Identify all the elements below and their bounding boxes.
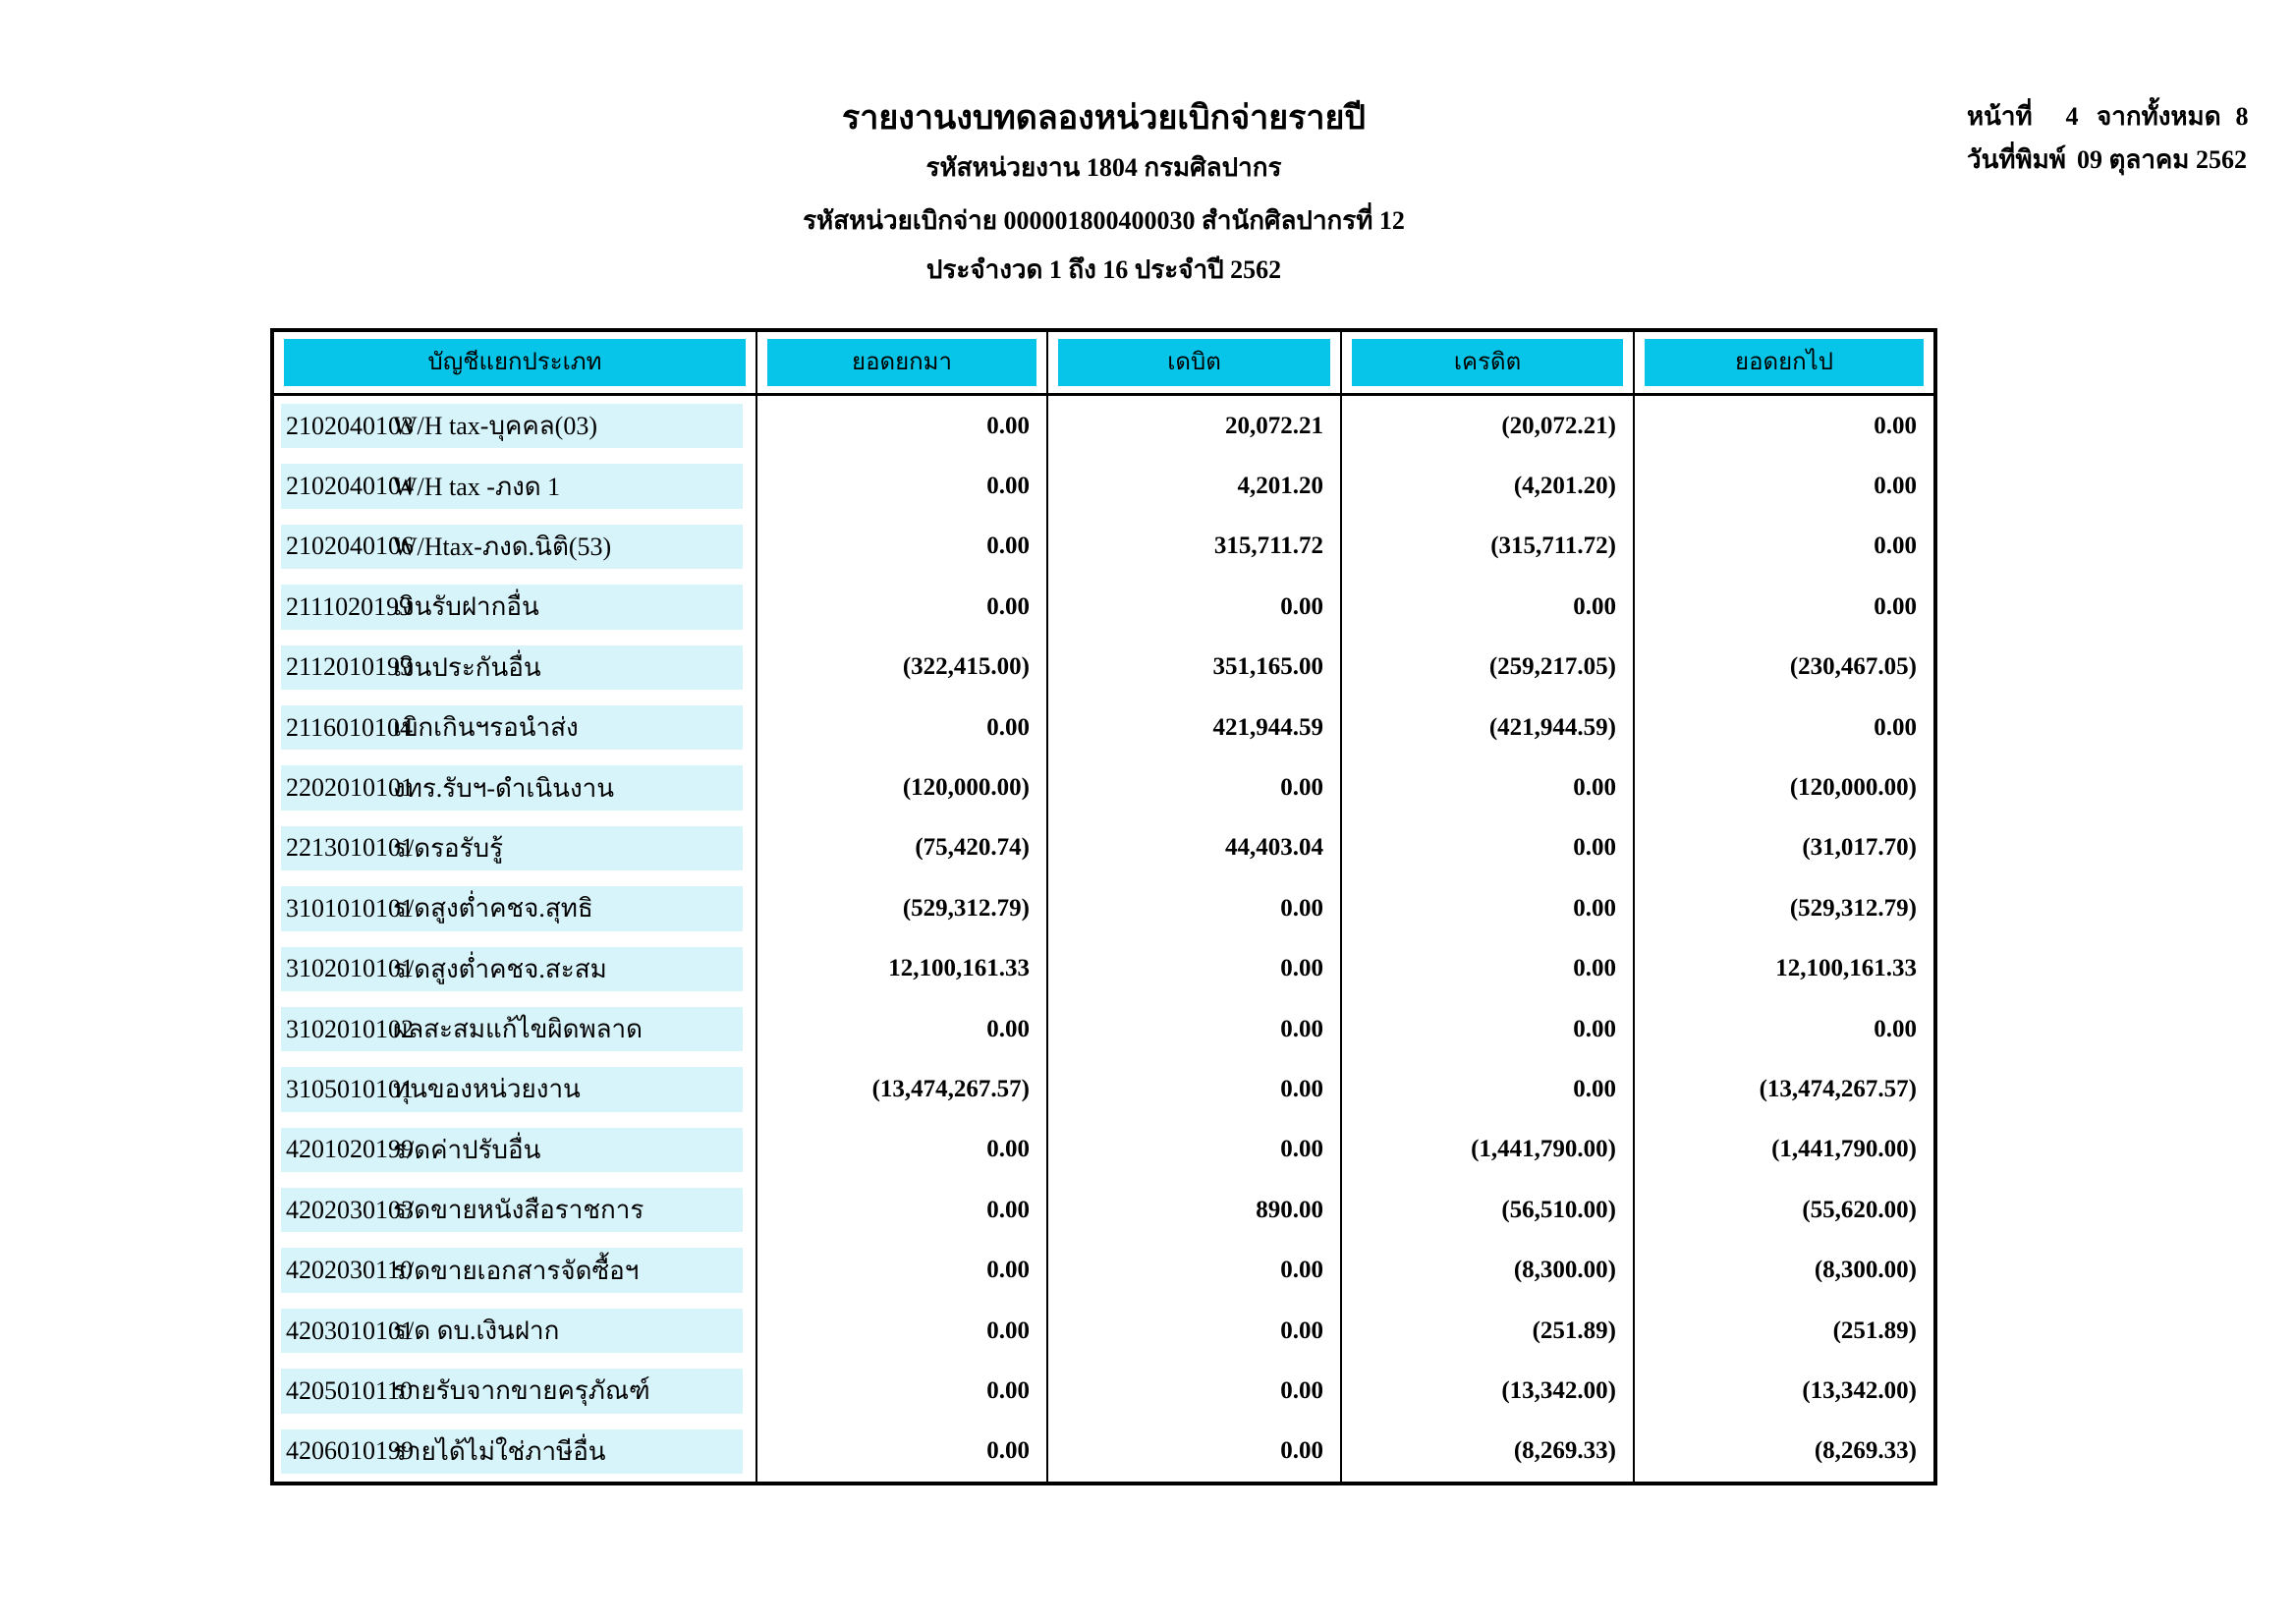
account-name: ร/ดค่าปรับอื่น <box>393 1135 541 1164</box>
page-number-row <box>1967 102 2262 132</box>
carry-over-cell: (8,269.33) <box>1633 1422 1933 1482</box>
account-name: ร/ดสูงต่ำคชจ.สุทธิ <box>393 894 593 924</box>
print-date: 09 ตุลาคม 2562 <box>2077 145 2247 174</box>
carry-over-cell: (251.89) <box>1633 1301 1933 1361</box>
page-info <box>1967 102 2262 175</box>
trial-balance-table <box>270 328 1937 1485</box>
account-cell <box>274 698 756 757</box>
account-cell <box>274 638 756 698</box>
carry-over-cell: 0.00 <box>1633 396 1933 456</box>
account-highlight-band <box>281 585 743 629</box>
credit-cell: (259,217.05) <box>1340 638 1633 698</box>
account-highlight-band <box>281 464 743 508</box>
carry-over-cell: 12,100,161.33 <box>1633 939 1933 999</box>
account-name: เบิกเกินฯรอนำส่ง <box>393 713 579 743</box>
carry-forward-cell: (120,000.00) <box>756 757 1046 817</box>
credit-cell: (8,300.00) <box>1340 1240 1633 1300</box>
account-name: งทร.รับฯ-ดำเนินงาน <box>393 773 615 803</box>
account-highlight-band <box>281 1067 743 1111</box>
credit-cell: (20,072.21) <box>1340 396 1633 456</box>
account-cell <box>274 456 756 516</box>
credit-cell: (421,944.59) <box>1340 698 1633 757</box>
debit-cell: 0.00 <box>1046 1422 1340 1482</box>
account-cell <box>274 999 756 1059</box>
carry-forward-cell: (13,474,267.57) <box>756 1059 1046 1119</box>
account-highlight-band <box>281 525 743 569</box>
credit-cell: (1,441,790.00) <box>1340 1120 1633 1180</box>
account-code: 2213010101 <box>286 833 414 863</box>
debit-cell: 0.00 <box>1046 1120 1340 1180</box>
debit-cell: 0.00 <box>1046 1361 1340 1421</box>
header-cell-debit <box>1046 332 1340 393</box>
account-highlight-band <box>281 1369 743 1413</box>
carry-over-cell: 0.00 <box>1633 517 1933 577</box>
account-highlight-band <box>281 1429 743 1474</box>
account-highlight-band <box>281 645 743 690</box>
carry-over-cell: (230,467.05) <box>1633 638 1933 698</box>
debit-cell: 0.00 <box>1046 1240 1340 1300</box>
carry-forward-cell: (529,312.79) <box>756 878 1046 938</box>
header-cell-carry-forward <box>756 332 1046 393</box>
account-highlight-band <box>281 765 743 810</box>
account-highlight-band <box>281 886 743 930</box>
carry-forward-cell: 0.00 <box>756 577 1046 637</box>
header-chip-account: บัญชีแยกประเภท <box>284 339 746 386</box>
account-code: 3102010102 <box>286 1014 414 1043</box>
account-name: ผลสะสมแก้ไขผิดพลาด <box>393 1015 644 1044</box>
carry-over-cell: (529,312.79) <box>1633 878 1933 938</box>
period-line: ประจำงวด 1 ถึง 16 ประจำปี 2562 <box>925 255 1282 284</box>
credit-cell: (251.89) <box>1340 1301 1633 1361</box>
account-highlight-band <box>281 1248 743 1292</box>
account-code: 4205010110 <box>286 1375 414 1405</box>
account-name: ร/ดขายเอกสารจัดซื้อฯ <box>393 1256 640 1285</box>
account-cell <box>274 1301 756 1361</box>
credit-cell: 0.00 <box>1340 757 1633 817</box>
carry-over-cell: 0.00 <box>1633 698 1933 757</box>
account-cell <box>274 1240 756 1300</box>
carry-forward-cell: 0.00 <box>756 1120 1046 1180</box>
debit-cell: 0.00 <box>1046 577 1340 637</box>
carry-forward-cell: 0.00 <box>756 698 1046 757</box>
account-code: 3102010101 <box>286 954 414 983</box>
carry-forward-cell: 12,100,161.33 <box>756 939 1046 999</box>
account-name: W/Htax-ภงด.นิติ(53) <box>393 532 612 561</box>
account-name: รายรับจากขายครุภัณฑ์ <box>393 1376 650 1406</box>
account-cell <box>274 517 756 577</box>
account-highlight-band <box>281 1309 743 1353</box>
account-cell <box>274 1361 756 1421</box>
account-cell <box>274 757 756 817</box>
credit-cell: (56,510.00) <box>1340 1180 1633 1240</box>
account-name: ร/ดสูงต่ำคชจ.สะสม <box>393 954 607 983</box>
carry-over-cell: 0.00 <box>1633 456 1933 516</box>
header-chip-debit: เดบิต <box>1058 339 1330 386</box>
account-code: 2202010101 <box>286 773 414 803</box>
carry-forward-cell: 0.00 <box>756 1422 1046 1482</box>
account-code: 2116010104 <box>286 712 414 742</box>
account-highlight-band <box>281 826 743 870</box>
header-chip-carry-forward: ยอดยกมา <box>767 339 1036 386</box>
debit-cell: 0.00 <box>1046 878 1340 938</box>
credit-cell: (8,269.33) <box>1340 1422 1633 1482</box>
account-cell <box>274 818 756 878</box>
carry-forward-cell: 0.00 <box>756 396 1046 456</box>
account-code: 3105010101 <box>286 1074 414 1103</box>
carry-over-cell: (1,441,790.00) <box>1633 1120 1933 1180</box>
header-chip-carry-over: ยอดยกไป <box>1645 339 1924 386</box>
account-code: 2102040106 <box>286 532 414 561</box>
debit-cell: 20,072.21 <box>1046 396 1340 456</box>
print-date-row <box>1967 145 2262 175</box>
carry-over-cell: (31,017.70) <box>1633 818 1933 878</box>
account-cell <box>274 1180 756 1240</box>
account-highlight-band <box>281 1188 743 1232</box>
account-cell <box>274 1120 756 1180</box>
agency-code-line: รหัสหน่วยงาน 1804 กรมศิลปากร <box>925 153 1282 182</box>
account-name: ทุนของหน่วยงาน <box>393 1075 581 1104</box>
debit-cell: 0.00 <box>1046 999 1340 1059</box>
carry-over-cell: (8,300.00) <box>1633 1240 1933 1300</box>
page-number: 4 <box>2065 102 2079 131</box>
carry-forward-cell: 0.00 <box>756 456 1046 516</box>
table-header-row <box>274 332 1933 396</box>
total-pages: 8 <box>2235 102 2249 131</box>
account-name: ร/ด ดบ.เงินฝาก <box>393 1316 560 1346</box>
credit-cell: (315,711.72) <box>1340 517 1633 577</box>
account-code: 2102040103 <box>286 411 414 440</box>
account-cell <box>274 577 756 637</box>
carry-forward-cell: (322,415.00) <box>756 638 1046 698</box>
account-highlight-band <box>281 705 743 750</box>
debit-cell: 890.00 <box>1046 1180 1340 1240</box>
account-highlight-band <box>281 404 743 448</box>
report-title: รายงานงบทดลองหน่วยเบิกจ่ายรายปี <box>842 100 1366 137</box>
carry-forward-cell: 0.00 <box>756 1180 1046 1240</box>
account-cell <box>274 939 756 999</box>
debit-cell: 351,165.00 <box>1046 638 1340 698</box>
carry-over-cell: 0.00 <box>1633 999 1933 1059</box>
credit-cell: 0.00 <box>1340 577 1633 637</box>
carry-over-cell: (55,620.00) <box>1633 1180 1933 1240</box>
debit-cell: 315,711.72 <box>1046 517 1340 577</box>
debit-cell: 0.00 <box>1046 1301 1340 1361</box>
carry-forward-cell: 0.00 <box>756 517 1046 577</box>
carry-over-cell: (13,474,267.57) <box>1633 1059 1933 1119</box>
credit-cell: 0.00 <box>1340 1059 1633 1119</box>
account-highlight-band <box>281 947 743 991</box>
carry-forward-cell: 0.00 <box>756 999 1046 1059</box>
carry-over-cell: (13,342.00) <box>1633 1361 1933 1421</box>
debit-cell: 0.00 <box>1046 757 1340 817</box>
credit-cell: 0.00 <box>1340 939 1633 999</box>
header-chip-credit: เครดิต <box>1352 339 1623 386</box>
credit-cell: 0.00 <box>1340 818 1633 878</box>
account-code: 4203010101 <box>286 1316 414 1345</box>
print-date-label: วันที่พิมพ์ <box>1967 145 2066 174</box>
carry-forward-cell: 0.00 <box>756 1301 1046 1361</box>
credit-cell: 0.00 <box>1340 999 1633 1059</box>
header-cell-account <box>274 332 756 393</box>
account-name: ร/ดรอรับรู้ <box>393 833 504 863</box>
account-code: 2102040104 <box>286 472 414 501</box>
table-body <box>274 396 1933 1482</box>
account-code: 2111020199 <box>286 591 413 621</box>
credit-cell: (13,342.00) <box>1340 1361 1633 1421</box>
account-name: W/H tax -ภงด 1 <box>393 472 561 501</box>
account-name: เงินรับฝากอื่น <box>393 592 539 622</box>
account-name: W/H tax-บุคคล(03) <box>393 412 597 441</box>
carry-forward-cell: (75,420.74) <box>756 818 1046 878</box>
debit-cell: 0.00 <box>1046 1059 1340 1119</box>
account-code: 3101010101 <box>286 893 414 923</box>
credit-cell: (4,201.20) <box>1340 456 1633 516</box>
account-cell <box>274 396 756 456</box>
debit-cell: 0.00 <box>1046 939 1340 999</box>
debit-cell: 4,201.20 <box>1046 456 1340 516</box>
account-cell <box>274 1059 756 1119</box>
debit-cell: 421,944.59 <box>1046 698 1340 757</box>
total-pages-label: จากทั้งหมด <box>2097 102 2221 131</box>
account-code: 4201020199 <box>286 1135 414 1164</box>
account-name: รายได้ไม่ใช่ภาษีอื่น <box>393 1436 606 1466</box>
credit-cell: 0.00 <box>1340 878 1633 938</box>
account-code: 2112010199 <box>286 652 414 682</box>
account-cell <box>274 878 756 938</box>
account-code: 4206010199 <box>286 1436 414 1466</box>
carry-forward-cell: 0.00 <box>756 1240 1046 1300</box>
page-label: หน้าที่ <box>1967 102 2033 131</box>
account-cell <box>274 1422 756 1482</box>
disbursement-code-line: รหัสหน่วยเบิกจ่าย 000001800400030 สำนักศิลปากรที่ 12 <box>803 206 1405 235</box>
account-highlight-band <box>281 1007 743 1051</box>
account-code: 4202030110 <box>286 1256 414 1285</box>
account-code: 4202030103 <box>286 1195 414 1224</box>
header-cell-carry-over <box>1633 332 1933 393</box>
carry-over-cell: (120,000.00) <box>1633 757 1933 817</box>
debit-cell: 44,403.04 <box>1046 818 1340 878</box>
account-name: เงินประกันอื่น <box>393 652 541 682</box>
carry-forward-cell: 0.00 <box>756 1361 1046 1421</box>
account-name: ร/ดขายหนังสือราชการ <box>393 1196 644 1225</box>
report-header <box>270 100 1937 285</box>
header-cell-credit <box>1340 332 1633 393</box>
account-highlight-band <box>281 1128 743 1172</box>
carry-over-cell: 0.00 <box>1633 577 1933 637</box>
